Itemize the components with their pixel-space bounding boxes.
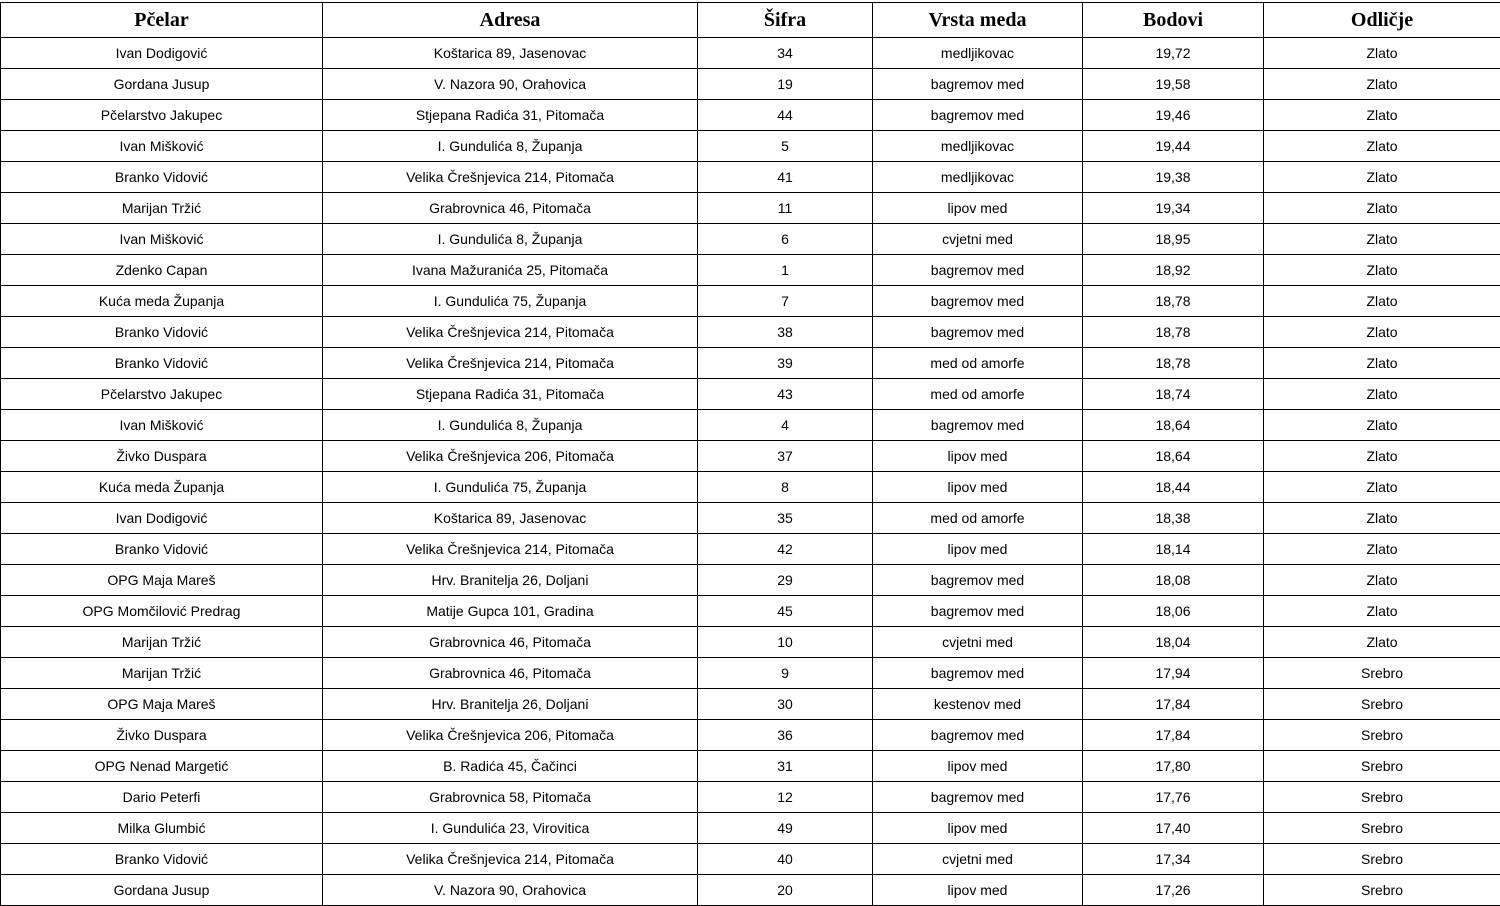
cell-bodovi: 17,34: [1083, 844, 1264, 875]
table-row: [1, 875, 1500, 906]
cell-pcelar: OPG Nenad Margetić: [1, 751, 323, 782]
cell-pcelar: Ivan Mišković: [1, 131, 323, 162]
cell-adresa: Velika Črešnjevica 214, Pitomača: [323, 162, 698, 193]
cell-sifra: 8: [698, 472, 873, 503]
cell-adresa: Velika Črešnjevica 214, Pitomača: [323, 844, 698, 875]
cell-odlicje: Zlato: [1264, 441, 1500, 472]
cell-vrsta-meda: lipov med: [873, 875, 1083, 906]
cell-bodovi: 17,80: [1083, 751, 1264, 782]
cell-bodovi: 19,34: [1083, 193, 1264, 224]
header-pcelar: Pčelar: [1, 3, 323, 38]
table-row: [1, 410, 1500, 441]
table-row: [1, 751, 1500, 782]
cell-adresa: Grabrovnica 58, Pitomača: [323, 782, 698, 813]
cell-pcelar: Kuća meda Županja: [1, 286, 323, 317]
cell-bodovi: 17,26: [1083, 875, 1264, 906]
table-row: [1, 162, 1500, 193]
table-row: [1, 255, 1500, 286]
cell-odlicje: Zlato: [1264, 100, 1500, 131]
cell-pcelar: Branko Vidović: [1, 348, 323, 379]
table-row: [1, 565, 1500, 596]
table-row: [1, 813, 1500, 844]
cell-sifra: 30: [698, 689, 873, 720]
cell-vrsta-meda: medljikovac: [873, 38, 1083, 69]
cell-vrsta-meda: cvjetni med: [873, 627, 1083, 658]
cell-pcelar: Branko Vidović: [1, 317, 323, 348]
cell-adresa: Grabrovnica 46, Pitomača: [323, 627, 698, 658]
cell-adresa: I. Gundulića 8, Županja: [323, 224, 698, 255]
cell-odlicje: Zlato: [1264, 348, 1500, 379]
cell-sifra: 19: [698, 69, 873, 100]
cell-pcelar: Ivan Mišković: [1, 224, 323, 255]
cell-vrsta-meda: cvjetni med: [873, 844, 1083, 875]
cell-adresa: Grabrovnica 46, Pitomača: [323, 193, 698, 224]
cell-bodovi: 17,40: [1083, 813, 1264, 844]
cell-pcelar: Marijan Tržić: [1, 193, 323, 224]
cell-adresa: V. Nazora 90, Orahovica: [323, 69, 698, 100]
cell-vrsta-meda: bagremov med: [873, 255, 1083, 286]
cell-vrsta-meda: kestenov med: [873, 689, 1083, 720]
cell-vrsta-meda: bagremov med: [873, 782, 1083, 813]
table-row: [1, 503, 1500, 534]
cell-bodovi: 18,14: [1083, 534, 1264, 565]
cell-pcelar: Branko Vidović: [1, 162, 323, 193]
cell-pcelar: OPG Maja Mareš: [1, 689, 323, 720]
cell-pcelar: Ivan Dodigović: [1, 38, 323, 69]
cell-adresa: I. Gundulića 23, Virovitica: [323, 813, 698, 844]
cell-vrsta-meda: med od amorfe: [873, 348, 1083, 379]
table-row: [1, 224, 1500, 255]
cell-odlicje: Zlato: [1264, 38, 1500, 69]
cell-bodovi: 18,78: [1083, 286, 1264, 317]
cell-bodovi: 17,76: [1083, 782, 1264, 813]
cell-bodovi: 17,94: [1083, 658, 1264, 689]
table-row: [1, 286, 1500, 317]
cell-sifra: 37: [698, 441, 873, 472]
cell-vrsta-meda: bagremov med: [873, 596, 1083, 627]
cell-vrsta-meda: bagremov med: [873, 317, 1083, 348]
cell-sifra: 34: [698, 38, 873, 69]
cell-adresa: Ivana Mažuranića 25, Pitomača: [323, 255, 698, 286]
cell-odlicje: Zlato: [1264, 503, 1500, 534]
cell-bodovi: 18,95: [1083, 224, 1264, 255]
cell-bodovi: 17,84: [1083, 689, 1264, 720]
cell-sifra: 44: [698, 100, 873, 131]
cell-bodovi: 18,78: [1083, 317, 1264, 348]
table-row: [1, 720, 1500, 751]
cell-bodovi: 18,08: [1083, 565, 1264, 596]
cell-bodovi: 19,46: [1083, 100, 1264, 131]
cell-pcelar: Kuća meda Županja: [1, 472, 323, 503]
cell-odlicje: Srebro: [1264, 658, 1500, 689]
cell-sifra: 38: [698, 317, 873, 348]
header-sifra: Šifra: [698, 3, 873, 38]
cell-odlicje: Zlato: [1264, 69, 1500, 100]
header-bodovi: Bodovi: [1083, 3, 1264, 38]
cell-vrsta-meda: bagremov med: [873, 720, 1083, 751]
cell-vrsta-meda: lipov med: [873, 751, 1083, 782]
cell-adresa: Velika Črešnjevica 214, Pitomača: [323, 534, 698, 565]
cell-adresa: Hrv. Branitelja 26, Doljani: [323, 689, 698, 720]
cell-pcelar: Ivan Mišković: [1, 410, 323, 441]
cell-vrsta-meda: bagremov med: [873, 658, 1083, 689]
cell-vrsta-meda: bagremov med: [873, 410, 1083, 441]
cell-sifra: 12: [698, 782, 873, 813]
cell-sifra: 43: [698, 379, 873, 410]
cell-pcelar: Živko Duspara: [1, 720, 323, 751]
cell-sifra: 5: [698, 131, 873, 162]
cell-sifra: 31: [698, 751, 873, 782]
table-row: [1, 100, 1500, 131]
cell-bodovi: 19,38: [1083, 162, 1264, 193]
cell-adresa: Stjepana Radića 31, Pitomača: [323, 379, 698, 410]
cell-adresa: Hrv. Branitelja 26, Doljani: [323, 565, 698, 596]
cell-sifra: 36: [698, 720, 873, 751]
cell-sifra: 11: [698, 193, 873, 224]
cell-odlicje: Zlato: [1264, 255, 1500, 286]
cell-bodovi: 18,64: [1083, 410, 1264, 441]
cell-odlicje: Srebro: [1264, 751, 1500, 782]
cell-adresa: Matije Gupca 101, Gradina: [323, 596, 698, 627]
cell-odlicje: Zlato: [1264, 534, 1500, 565]
cell-bodovi: 19,44: [1083, 131, 1264, 162]
table-row: [1, 379, 1500, 410]
cell-odlicje: Zlato: [1264, 286, 1500, 317]
table-row: [1, 844, 1500, 875]
cell-sifra: 4: [698, 410, 873, 441]
cell-pcelar: Marijan Tržić: [1, 658, 323, 689]
table-row: [1, 131, 1500, 162]
table-row: [1, 441, 1500, 472]
cell-sifra: 49: [698, 813, 873, 844]
cell-pcelar: Branko Vidović: [1, 844, 323, 875]
cell-vrsta-meda: medljikovac: [873, 131, 1083, 162]
cell-sifra: 1: [698, 255, 873, 286]
cell-pcelar: OPG Momčilović Predrag: [1, 596, 323, 627]
cell-sifra: 6: [698, 224, 873, 255]
cell-odlicje: Srebro: [1264, 782, 1500, 813]
header-odlicje: Odličje: [1264, 3, 1500, 38]
results-table: [0, 2, 1500, 906]
cell-bodovi: 18,64: [1083, 441, 1264, 472]
cell-sifra: 20: [698, 875, 873, 906]
cell-vrsta-meda: lipov med: [873, 441, 1083, 472]
table-row: [1, 38, 1500, 69]
cell-vrsta-meda: lipov med: [873, 813, 1083, 844]
cell-pcelar: OPG Maja Mareš: [1, 565, 323, 596]
cell-bodovi: 18,74: [1083, 379, 1264, 410]
cell-vrsta-meda: med od amorfe: [873, 379, 1083, 410]
cell-bodovi: 18,04: [1083, 627, 1264, 658]
cell-sifra: 42: [698, 534, 873, 565]
table-row: [1, 193, 1500, 224]
cell-sifra: 9: [698, 658, 873, 689]
table-row: [1, 596, 1500, 627]
cell-sifra: 29: [698, 565, 873, 596]
table-row: [1, 658, 1500, 689]
table-body: [1, 38, 1500, 906]
cell-adresa: Koštarica 89, Jasenovac: [323, 503, 698, 534]
cell-bodovi: 18,78: [1083, 348, 1264, 379]
cell-odlicje: Srebro: [1264, 844, 1500, 875]
cell-odlicje: Zlato: [1264, 379, 1500, 410]
cell-bodovi: 18,44: [1083, 472, 1264, 503]
cell-odlicje: Zlato: [1264, 627, 1500, 658]
table-row: [1, 317, 1500, 348]
cell-odlicje: Srebro: [1264, 875, 1500, 906]
cell-vrsta-meda: medljikovac: [873, 162, 1083, 193]
table-row: [1, 472, 1500, 503]
table-row: [1, 689, 1500, 720]
cell-bodovi: 19,72: [1083, 38, 1264, 69]
cell-sifra: 39: [698, 348, 873, 379]
cell-sifra: 40: [698, 844, 873, 875]
cell-vrsta-meda: cvjetni med: [873, 224, 1083, 255]
cell-pcelar: Ivan Dodigović: [1, 503, 323, 534]
cell-sifra: 10: [698, 627, 873, 658]
table-row: [1, 534, 1500, 565]
cell-adresa: Stjepana Radića 31, Pitomača: [323, 100, 698, 131]
cell-odlicje: Srebro: [1264, 720, 1500, 751]
cell-pcelar: Gordana Jusup: [1, 69, 323, 100]
cell-odlicje: Zlato: [1264, 317, 1500, 348]
cell-pcelar: Gordana Jusup: [1, 875, 323, 906]
cell-bodovi: 18,38: [1083, 503, 1264, 534]
cell-vrsta-meda: lipov med: [873, 534, 1083, 565]
cell-bodovi: 17,84: [1083, 720, 1264, 751]
cell-adresa: B. Radića 45, Čačinci: [323, 751, 698, 782]
cell-odlicje: Zlato: [1264, 224, 1500, 255]
cell-odlicje: Zlato: [1264, 596, 1500, 627]
cell-sifra: 35: [698, 503, 873, 534]
cell-sifra: 45: [698, 596, 873, 627]
cell-pcelar: Marijan Tržić: [1, 627, 323, 658]
cell-adresa: I. Gundulića 8, Županja: [323, 410, 698, 441]
cell-odlicje: Srebro: [1264, 813, 1500, 844]
cell-pcelar: Pčelarstvo Jakupec: [1, 100, 323, 131]
cell-adresa: Velika Črešnjevica 206, Pitomača: [323, 441, 698, 472]
cell-vrsta-meda: bagremov med: [873, 565, 1083, 596]
cell-pcelar: Pčelarstvo Jakupec: [1, 379, 323, 410]
cell-adresa: V. Nazora 90, Orahovica: [323, 875, 698, 906]
cell-adresa: Koštarica 89, Jasenovac: [323, 38, 698, 69]
cell-adresa: Grabrovnica 46, Pitomača: [323, 658, 698, 689]
cell-adresa: Velika Črešnjevica 214, Pitomača: [323, 317, 698, 348]
cell-bodovi: 18,92: [1083, 255, 1264, 286]
cell-vrsta-meda: bagremov med: [873, 286, 1083, 317]
cell-vrsta-meda: bagremov med: [873, 100, 1083, 131]
table-header: [1, 3, 1500, 38]
cell-odlicje: Zlato: [1264, 162, 1500, 193]
cell-adresa: I. Gundulića 75, Županja: [323, 472, 698, 503]
cell-adresa: I. Gundulića 75, Županja: [323, 286, 698, 317]
cell-adresa: I. Gundulića 8, Županja: [323, 131, 698, 162]
cell-odlicje: Srebro: [1264, 689, 1500, 720]
cell-pcelar: Branko Vidović: [1, 534, 323, 565]
cell-adresa: Velika Črešnjevica 214, Pitomača: [323, 348, 698, 379]
cell-adresa: Velika Črešnjevica 206, Pitomača: [323, 720, 698, 751]
header-row: [1, 3, 1500, 38]
header-vrsta-meda: Vrsta meda: [873, 3, 1083, 38]
cell-vrsta-meda: lipov med: [873, 193, 1083, 224]
header-adresa: Adresa: [323, 3, 698, 38]
cell-odlicje: Zlato: [1264, 472, 1500, 503]
cell-vrsta-meda: lipov med: [873, 472, 1083, 503]
cell-pcelar: Milka Glumbić: [1, 813, 323, 844]
cell-bodovi: 18,06: [1083, 596, 1264, 627]
table-row: [1, 782, 1500, 813]
table-row: [1, 69, 1500, 100]
cell-odlicje: Zlato: [1264, 565, 1500, 596]
cell-bodovi: 19,58: [1083, 69, 1264, 100]
table-row: [1, 348, 1500, 379]
cell-vrsta-meda: bagremov med: [873, 69, 1083, 100]
cell-odlicje: Zlato: [1264, 131, 1500, 162]
cell-vrsta-meda: med od amorfe: [873, 503, 1083, 534]
cell-pcelar: Dario Peterfi: [1, 782, 323, 813]
cell-sifra: 41: [698, 162, 873, 193]
cell-odlicje: Zlato: [1264, 193, 1500, 224]
cell-odlicje: Zlato: [1264, 410, 1500, 441]
cell-pcelar: Zdenko Capan: [1, 255, 323, 286]
table-row: [1, 627, 1500, 658]
cell-pcelar: Živko Duspara: [1, 441, 323, 472]
cell-sifra: 7: [698, 286, 873, 317]
